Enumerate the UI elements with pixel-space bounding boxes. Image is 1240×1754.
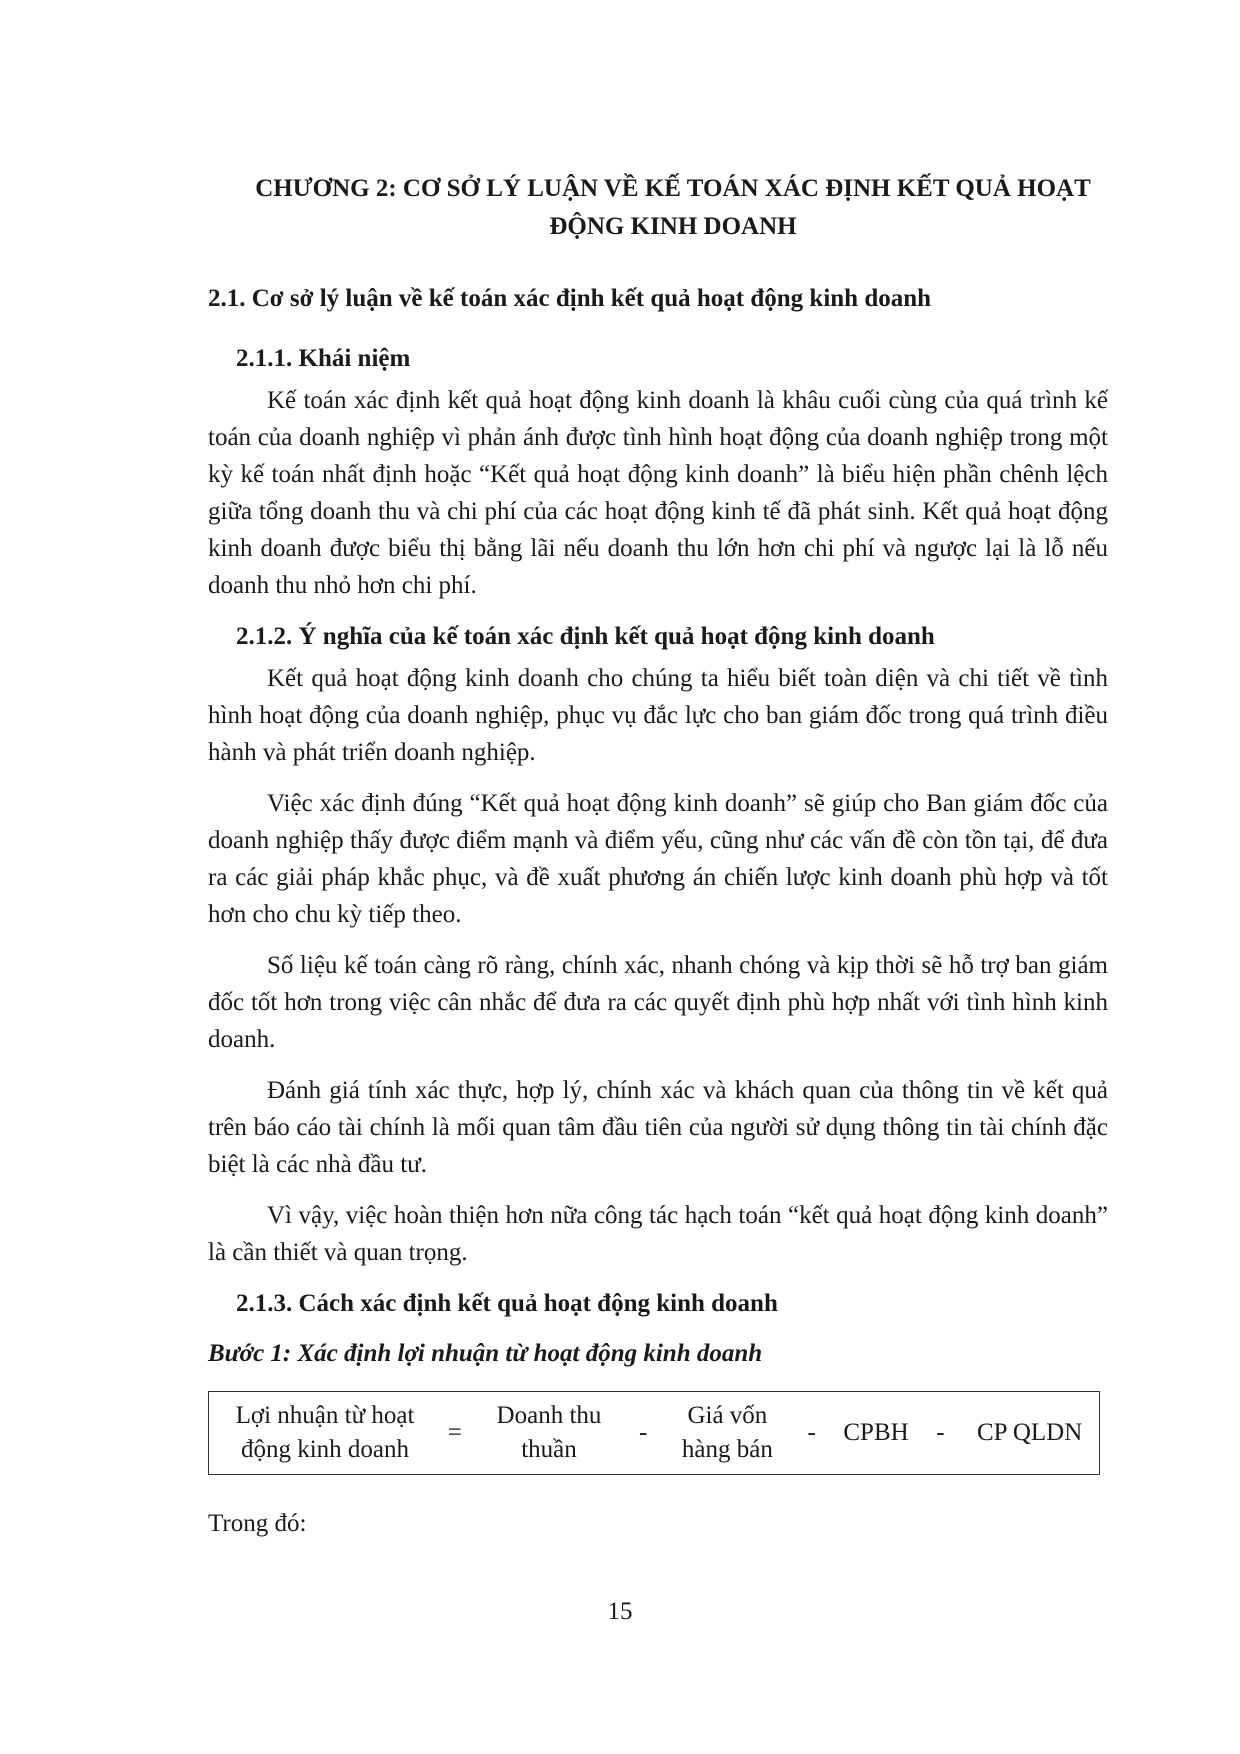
page-number: 15 [607,1598,633,1625]
formula-cogs-line-2: hàng bán [681,1436,773,1463]
chapter-title-line-2: ĐỘNG KINH DOANH [549,213,797,240]
section-2-1-heading: 2.1. Cơ sở lý luận về kế toán xác định kết quả hoạt động kinh doanh [208,285,932,312]
paragraph-2-1-2-5: Vì vậy, việc hoàn thiện hơn nữa công tác hạch toán “kết quả hoạt động kinh doanh” là cần thiết và quan trọng. [208,1202,1108,1266]
subsection-2-1-3-heading: 2.1.3. Cách xác định kết quả hoạt động kinh doanh [236,1290,778,1317]
formula-cogs [663,1399,792,1467]
formula-lhs-line-1: Lợi nhuận từ hoạt [235,1402,415,1429]
formula-lhs [215,1399,435,1467]
formula-net-revenue [475,1399,624,1467]
where-label: Trong đó: [208,1510,307,1537]
subsection-2-1-1-heading: 2.1.1. Khái niệm [236,345,411,372]
formula-minus-2: - [807,1419,816,1446]
formula-minus-3: - [936,1419,945,1446]
profit-formula-box [208,1391,1100,1475]
formula-cogs-line-1: Giá vốn [687,1402,768,1429]
formula-lhs-line-2: động kinh doanh [240,1436,410,1463]
document-page [208,150,1108,1543]
formula-net-revenue-line-1: Doanh thu [496,1402,602,1429]
subsection-2-1-2-heading: 2.1.2. Ý nghĩa của kế toán xác định kết quả hoạt động kinh doanh [236,623,935,650]
formula-equals: = [447,1419,462,1446]
paragraph-2-1-1-1: Kế toán xác định kết quả hoạt động kinh doanh là khâu cuối cùng của quá trình kế toán của doanh nghiệp vì phản ánh được tình hình hoạt động của doanh nghiệp trong một kỳ kế toán nhất định hoặc “Kết quả hoạt động kinh doanh” là biểu hiện phần chênh lệch giữa tổng doanh thu và chi phí của các hoạt động kinh tế đã phát sinh. Kết quả hoạt động kinh doanh được biểu thị bằng lãi nếu doanh thu lớn hơn chi phí và ngược lại là lỗ nếu doanh thu nhỏ hơn chi phí. [208,387,1108,599]
formula-minus-1: - [638,1419,648,1446]
chapter-title [208,170,1108,246]
formula-selling-expense: CPBH [843,1419,909,1446]
step-1-title: Bước 1: Xác định lợi nhuận từ hoạt động kinh doanh [208,1340,763,1367]
formula-admin-expense: CP QLDN [976,1419,1083,1446]
paragraph-2-1-2-1: Kết quả hoạt động kinh doanh cho chúng ta hiểu biết toàn diện và chi tiết về tình hình hoạt động của doanh nghiệp, phục vụ đắc lực cho ban giám đốc trong quá trình điều hành và phát triển doanh nghiệp. [208,665,1108,766]
formula-net-revenue-line-2: thuần [521,1436,577,1463]
paragraph-2-1-2-2: Việc xác định đúng “Kết quả hoạt động kinh doanh” sẽ giúp cho Ban giám đốc của doanh nghiệp thấy được điểm mạnh và điểm yếu, cũng như các vấn đề còn tồn tại, để đưa ra các giải pháp khắc phục, và đề xuất phương án chiến lược kinh doanh phù hợp và tốt hơn cho chu kỳ tiếp theo. [208,790,1108,928]
paragraph-2-1-2-3: Số liệu kế toán càng rõ ràng, chính xác, nhanh chóng và kịp thời sẽ hỗ trợ ban giám đốc tốt hơn trong việc cân nhắc để đưa ra các quyết định phù hợp nhất với tình hình kinh doanh. [208,952,1108,1053]
chapter-title-line-1: CHƯƠNG 2: CƠ SỞ LÝ LUẬN VỀ KẾ TOÁN XÁC ĐỊNH KẾT QUẢ HOẠT [255,175,1091,202]
paragraph-2-1-2-4: Đánh giá tính xác thực, hợp lý, chính xác và khách quan của thông tin về kết quả trên báo cáo tài chính là mối quan tâm đầu tiên của người sử dụng thông tin tài chính đặc biệt là các nhà đầu tư. [208,1077,1108,1178]
